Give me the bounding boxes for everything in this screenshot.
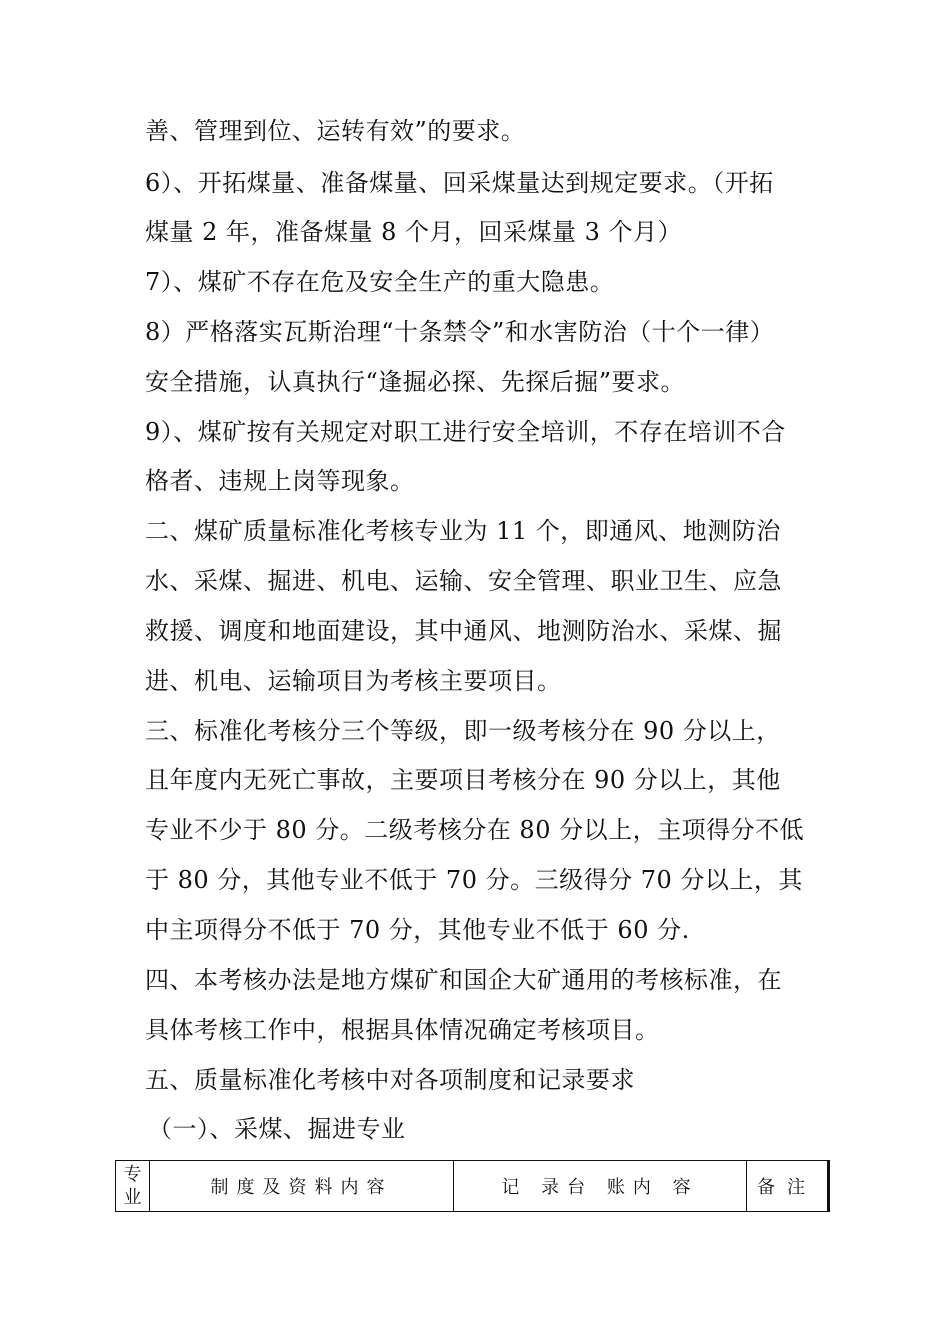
paragraph-line: 煤量 2 年，准备煤量 8 个月，回采煤量 3 个月） [145, 218, 683, 246]
header-system-docs: 制度及资料内容 [150, 1161, 454, 1212]
paragraph-line: 安全措施，认真执行“逢掘必探、先探后掘”要求。 [145, 368, 686, 396]
header-major-bottom: 业 [123, 1187, 142, 1208]
paragraph-line: 救援、调度和地面建设，其中通风、地测防治水、采煤、掘 [145, 617, 782, 645]
paragraph-line: 且年度内无死亡事故，主要项目考核分在 90 分以上，其他 [145, 766, 781, 794]
header-major-top: 专 [123, 1164, 142, 1185]
paragraph-line: 8）严格落实瓦斯治理“十条禁令”和水害防治（十个一律） [145, 318, 775, 346]
subsection-heading: （一）、采煤、掘进专业 [148, 1115, 406, 1143]
paragraph-line: 9）、煤矿按有关规定对职工进行安全培训，不存在培训不合 [145, 418, 786, 446]
table-header-row [116, 1161, 829, 1212]
paragraph-line: 具体考核工作中，根据具体情况确定考核项目。 [145, 1016, 660, 1044]
paragraph-line: 二、煤矿质量标准化考核专业为 11 个，即通风、地测防治 [145, 517, 781, 545]
header-remarks: 备注 [747, 1161, 829, 1212]
paragraph-line: 善、管理到位、运转有效”的要求。 [145, 117, 526, 145]
paragraph-line: 中主项得分不低于 70 分，其他专业不低于 60 分. [145, 916, 690, 944]
paragraph-line: 四、本考核办法是地方煤矿和国企大矿通用的考核标准，在 [145, 966, 782, 994]
paragraph-line: 水、采煤、掘进、机电、运输、安全管理、职业卫生、应急 [145, 567, 782, 595]
header-major [116, 1161, 150, 1212]
section-heading: 五、质量标准化考核中对各项制度和记录要求 [145, 1066, 635, 1094]
paragraph-line: 进、机电、运输项目为考核主要项目。 [145, 667, 562, 695]
paragraph-line: 7）、煤矿不存在危及安全生产的重大隐患。 [145, 268, 615, 296]
paragraph-line: 三、标准化考核分三个等级，即一级考核分在 90 分以上， [145, 717, 781, 745]
paragraph-line: 于 80 分，其他专业不低于 70 分。三级得分 70 分以上，其 [145, 866, 803, 894]
paragraph-line: 专业不少于 80 分。二级考核分在 80 分以上，主项得分不低 [145, 816, 805, 844]
paragraph-line: 6）、开拓煤量、准备煤量、回采煤量达到规定要求。（开拓 [145, 169, 774, 197]
paragraph-line: 格者、违规上岗等现象。 [145, 467, 415, 495]
requirements-table [115, 1160, 830, 1212]
header-records: 记 录台 账内 容 [454, 1161, 747, 1212]
